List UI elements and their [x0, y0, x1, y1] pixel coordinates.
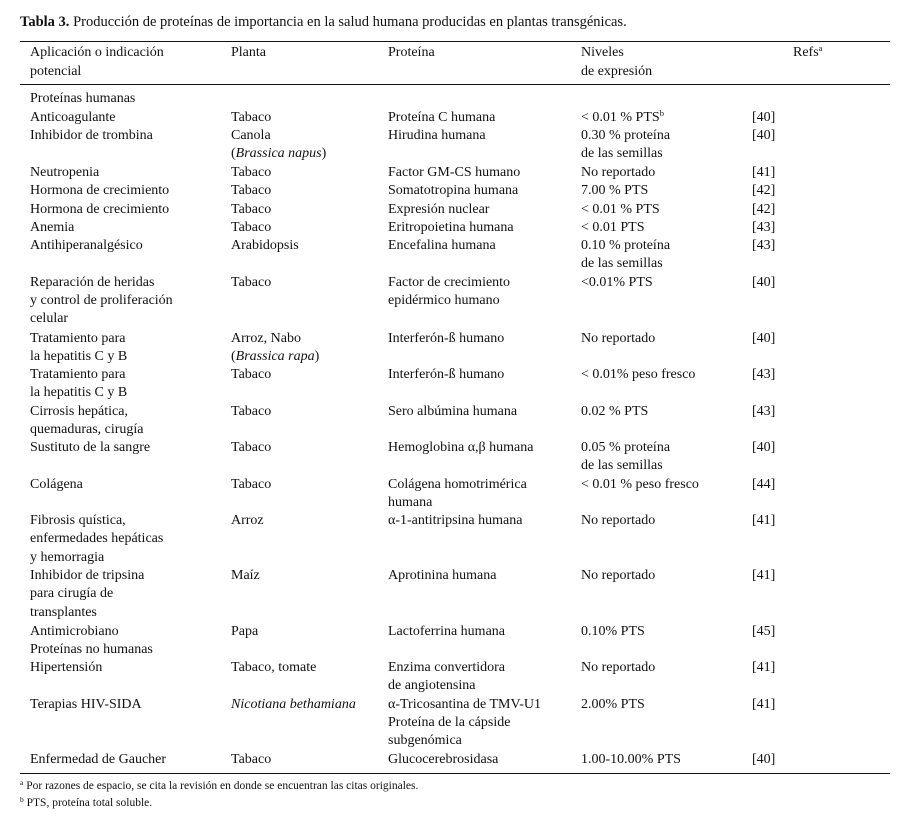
protein-line: Somatotropina humana — [388, 183, 519, 198]
levels-line: No reportado — [581, 660, 656, 675]
plant-line: Arroz — [231, 513, 264, 528]
cell-levels — [581, 182, 648, 200]
plant-line: Tabaco — [231, 367, 272, 382]
cell-application — [30, 476, 83, 494]
levels-line: 7.00 % PTS — [581, 183, 649, 198]
cell-levels — [581, 330, 655, 348]
levels-line: de las semillas — [581, 458, 663, 474]
cell-protein — [388, 403, 517, 421]
protein-line: Interferón-ß humano — [388, 367, 505, 382]
cell-levels — [581, 439, 670, 476]
header-application-line: Aplicación o indicación — [30, 45, 164, 60]
application-line: Proteínas no humanas — [30, 642, 153, 657]
cell-protein — [388, 164, 520, 182]
plant-line: Nicotiana bethamiana — [231, 696, 356, 712]
cell-plant — [231, 476, 271, 494]
plant-line: Tabaco — [231, 164, 272, 180]
levels-line: < 0.01 % PTS — [581, 201, 660, 217]
application-line: Hormona de crecimiento — [30, 201, 170, 217]
cell-ref: [40] — [752, 109, 776, 125]
footnote-mark: b — [20, 795, 24, 804]
application-line: y hemorragia — [30, 549, 105, 565]
cell-plant — [231, 274, 271, 292]
protein-line: Eritropoietina humana — [388, 220, 514, 235]
cell-plant — [231, 201, 271, 219]
cell-levels — [581, 751, 681, 769]
cell-application — [30, 330, 127, 367]
protein-line: epidérmico humano — [388, 292, 500, 308]
cell-ref: [42] — [752, 201, 776, 217]
plant-line: Tabaco — [231, 274, 272, 290]
cell-ref: [41] — [752, 513, 776, 528]
cell-ref: [40] — [752, 274, 776, 290]
levels-line: 2.00% PTS — [581, 696, 645, 712]
cell-protein — [388, 366, 504, 384]
cell-protein — [388, 696, 541, 751]
cell-ref: [43] — [752, 403, 776, 419]
application-line: Enfermedad de Gaucher — [30, 752, 167, 767]
header-application — [30, 44, 164, 81]
application-line: Neutropenia — [30, 164, 100, 180]
application-line: celular — [30, 311, 69, 327]
cell-plant — [231, 751, 271, 769]
protein-line: Sero albúmina humana — [388, 403, 518, 419]
table-label: Tabla 3. — [20, 14, 70, 30]
plant-line: Tabaco — [231, 403, 272, 419]
cell-application — [30, 641, 153, 659]
application-line: transplantes — [30, 604, 97, 620]
plant-line: Tabaco — [231, 183, 272, 198]
plant-line: Papa — [231, 623, 259, 639]
levels-line: No reportado — [581, 513, 656, 528]
plant-line: Tabaco — [231, 752, 272, 767]
cell-levels — [581, 567, 655, 585]
cell-ref: [41] — [752, 568, 776, 583]
application-line: Proteínas humanas — [30, 91, 136, 106]
application-line: Inhibidor de tripsina — [30, 568, 145, 583]
cell-levels — [581, 127, 670, 164]
cell-ref: [40] — [752, 330, 776, 346]
cell-protein — [388, 330, 504, 348]
levels-line: 0.10% PTS — [581, 623, 645, 639]
protein-line: humana — [388, 494, 433, 510]
cell-protein — [388, 182, 518, 200]
cell-ref: [43] — [752, 367, 776, 382]
protein-line: Enzima convertidora — [388, 660, 506, 675]
protein-line: subgenómica — [388, 733, 462, 749]
header-plant — [231, 44, 266, 63]
cell-ref: [40] — [752, 752, 776, 767]
cell-plant — [231, 403, 271, 421]
cell-ref: [41] — [752, 660, 776, 675]
header-refs-label: Refs — [793, 45, 819, 60]
cell-plant — [231, 659, 316, 677]
cell-levels — [581, 403, 648, 421]
header-levels — [581, 44, 652, 81]
application-line: Tratamiento para — [30, 330, 126, 346]
application-line: Anticoagulante — [30, 109, 116, 125]
plant-line: Maíz — [231, 568, 260, 583]
levels-line: No reportado — [581, 330, 656, 346]
footnote-text: PTS, proteína total soluble. — [23, 797, 153, 809]
cell-protein — [388, 237, 496, 255]
protein-line: Glucocerebrosidasa — [388, 752, 499, 767]
cell-ref: [40] — [752, 440, 776, 455]
plant-line: Tabaco, tomate — [231, 660, 317, 675]
header-rule — [20, 84, 890, 85]
cell-protein — [388, 623, 505, 641]
plant-line: (Brassica rapa) — [231, 348, 320, 364]
application-line: Inhibidor de trombina — [30, 128, 153, 143]
cell-protein — [388, 219, 514, 237]
application-line: enfermedades hepáticas — [30, 531, 164, 547]
cell-plant — [231, 237, 299, 255]
application-line: Antimicrobiano — [30, 623, 119, 639]
cell-application — [30, 659, 102, 677]
application-line: Sustituto de la sangre — [30, 440, 151, 455]
footnote-b — [20, 797, 152, 809]
levels-line: 0.05 % proteína — [581, 440, 671, 455]
plant-line: Tabaco — [231, 201, 272, 217]
application-line: Reparación de heridas — [30, 274, 155, 290]
application-line: Fibrosis quística, — [30, 513, 126, 528]
cell-protein — [388, 274, 510, 311]
cell-plant — [231, 182, 271, 200]
table-caption — [20, 14, 627, 31]
application-line: Anemia — [30, 220, 75, 235]
cell-plant — [231, 219, 271, 237]
protein-line: Factor de crecimiento — [388, 274, 511, 290]
application-line: para cirugía de — [30, 586, 114, 602]
cell-protein — [388, 476, 527, 513]
levels-line: < 0.01% peso fresco — [581, 367, 696, 382]
cell-levels — [581, 164, 655, 182]
protein-line: α-Tricosantina de TMV-U1 — [388, 696, 542, 712]
cell-levels — [581, 366, 695, 384]
cell-plant — [231, 109, 271, 127]
cell-levels — [581, 219, 645, 237]
levels-line: < 0.01 % peso fresco — [581, 476, 699, 492]
cell-application — [30, 696, 142, 714]
levels-line: <0.01% PTS — [581, 274, 653, 290]
cell-plant — [231, 330, 319, 367]
header-protein-line: Proteína — [388, 45, 435, 60]
cell-protein — [388, 751, 498, 769]
levels-line: No reportado — [581, 568, 656, 583]
levels-line: 0.10 % proteína — [581, 238, 671, 253]
footnote-mark: a — [20, 778, 24, 787]
cell-levels — [581, 476, 699, 494]
cell-levels — [581, 696, 645, 714]
cell-application — [30, 567, 144, 622]
levels-line: 0.30 % proteína — [581, 128, 671, 143]
cell-levels — [581, 274, 653, 292]
header-application-line: potencial — [30, 63, 82, 79]
cell-ref: [43] — [752, 220, 776, 235]
cell-application — [30, 439, 150, 457]
cell-application — [30, 751, 166, 769]
cell-plant — [231, 164, 271, 182]
levels-line: < 0.01 PTS — [581, 220, 645, 235]
table-title: Producción de proteínas de importancia en la salud humana producidas en plantas transgénicas. — [69, 14, 627, 30]
species-name: Brassica napus — [235, 146, 322, 162]
application-line: Colágena — [30, 476, 83, 492]
cell-ref: [41] — [752, 696, 776, 712]
header-levels-line: de expresión — [581, 63, 653, 79]
levels-line: 0.02 % PTS — [581, 403, 649, 419]
species-name: Brassica rapa — [235, 348, 315, 364]
cell-plant — [231, 696, 356, 714]
cell-plant — [231, 439, 271, 457]
plant-line: Canola — [231, 128, 271, 143]
plant-line: Tabaco — [231, 440, 272, 455]
levels-line: de las semillas — [581, 146, 663, 162]
cell-ref: [44] — [752, 476, 776, 492]
header-refs — [793, 44, 822, 63]
cell-levels — [581, 109, 664, 127]
cell-levels — [581, 237, 670, 274]
cell-plant — [231, 366, 271, 384]
protein-line: Proteína de la cápside — [388, 714, 511, 730]
plant-line: Tabaco — [231, 476, 272, 492]
application-line: y control de proliferación — [30, 292, 173, 308]
plant-line: Tabaco — [231, 220, 272, 235]
header-refs-mark: a — [818, 43, 823, 53]
application-line: la hepatitis C y B — [30, 385, 128, 401]
cell-application — [30, 182, 169, 200]
plant-line: Tabaco — [231, 109, 272, 125]
footnote-text: Por razones de espacio, se cita la revisión en donde se encuentran las citas originales. — [23, 780, 419, 792]
plant-line: Arroz, Nabo — [231, 330, 301, 346]
cell-protein — [388, 439, 533, 457]
cell-application — [30, 274, 173, 329]
cell-levels — [581, 201, 660, 219]
cell-application — [30, 164, 99, 182]
cell-protein — [388, 567, 496, 585]
application-line: la hepatitis C y B — [30, 348, 128, 364]
levels-line: No reportado — [581, 164, 656, 180]
cell-application — [30, 512, 163, 567]
cell-plant — [231, 512, 264, 530]
cell-protein — [388, 127, 486, 145]
application-line: Antihiperanalgésico — [30, 238, 143, 253]
protein-line: Colágena homotrimérica — [388, 476, 527, 492]
cell-application — [30, 623, 119, 641]
footnote-b-mark: b — [659, 107, 664, 118]
cell-plant — [231, 567, 260, 585]
footnote-a — [20, 780, 418, 792]
cell-ref: [43] — [752, 238, 776, 253]
protein-line: Hemoglobina α,β humana — [388, 440, 534, 455]
protein-line: α-1-antitripsina humana — [388, 513, 523, 528]
bottom-rule — [20, 773, 890, 774]
levels-text: < 0.01 % PTS — [581, 109, 660, 125]
cell-protein — [388, 512, 522, 530]
cell-protein — [388, 109, 495, 127]
cell-ref: [45] — [752, 623, 776, 639]
protein-line: Proteína C humana — [388, 109, 496, 125]
protein-line: Lactoferrina humana — [388, 623, 505, 639]
application-line: Hormona de crecimiento — [30, 183, 170, 198]
levels-line — [581, 109, 664, 127]
protein-line: Factor GM-CS humano — [388, 164, 521, 180]
levels-line: 1.00-10.00% PTS — [581, 752, 681, 767]
cell-application — [30, 219, 74, 237]
protein-line: Encefalina humana — [388, 238, 496, 253]
application-line: Hipertensión — [30, 660, 103, 675]
header-levels-line: Niveles — [581, 45, 624, 60]
plant-line: Arabidopsis — [231, 238, 299, 253]
cell-application — [30, 403, 144, 440]
protein-line: Aprotinina humana — [388, 568, 497, 583]
application-line: Terapias HIV-SIDA — [30, 696, 142, 712]
cell-ref: [40] — [752, 128, 776, 143]
protein-line: Hirudina humana — [388, 128, 486, 143]
cell-plant — [231, 127, 326, 164]
header-plant-line: Planta — [231, 45, 266, 60]
header-protein — [388, 44, 435, 63]
cell-plant — [231, 623, 258, 641]
cell-application — [30, 366, 127, 403]
cell-levels — [581, 623, 645, 641]
application-line: Tratamiento para — [30, 367, 126, 382]
cell-application — [30, 201, 169, 219]
cell-application — [30, 90, 135, 108]
cell-ref: [42] — [752, 183, 776, 198]
cell-levels — [581, 512, 655, 530]
cell-protein — [388, 201, 489, 219]
levels-line: de las semillas — [581, 256, 663, 272]
cell-ref: [41] — [752, 164, 776, 180]
protein-line: Expresión nuclear — [388, 201, 490, 217]
cell-application — [30, 237, 143, 255]
application-line: quemaduras, cirugía — [30, 421, 144, 437]
plant-line: (Brassica napus) — [231, 146, 327, 162]
application-line: Cirrosis hepática, — [30, 403, 128, 419]
cell-protein — [388, 659, 505, 696]
cell-levels — [581, 659, 655, 677]
cell-application — [30, 127, 153, 145]
protein-line: de angiotensina — [388, 678, 476, 694]
protein-line: Interferón-ß humano — [388, 330, 505, 346]
cell-application — [30, 109, 116, 127]
top-rule — [20, 41, 890, 42]
